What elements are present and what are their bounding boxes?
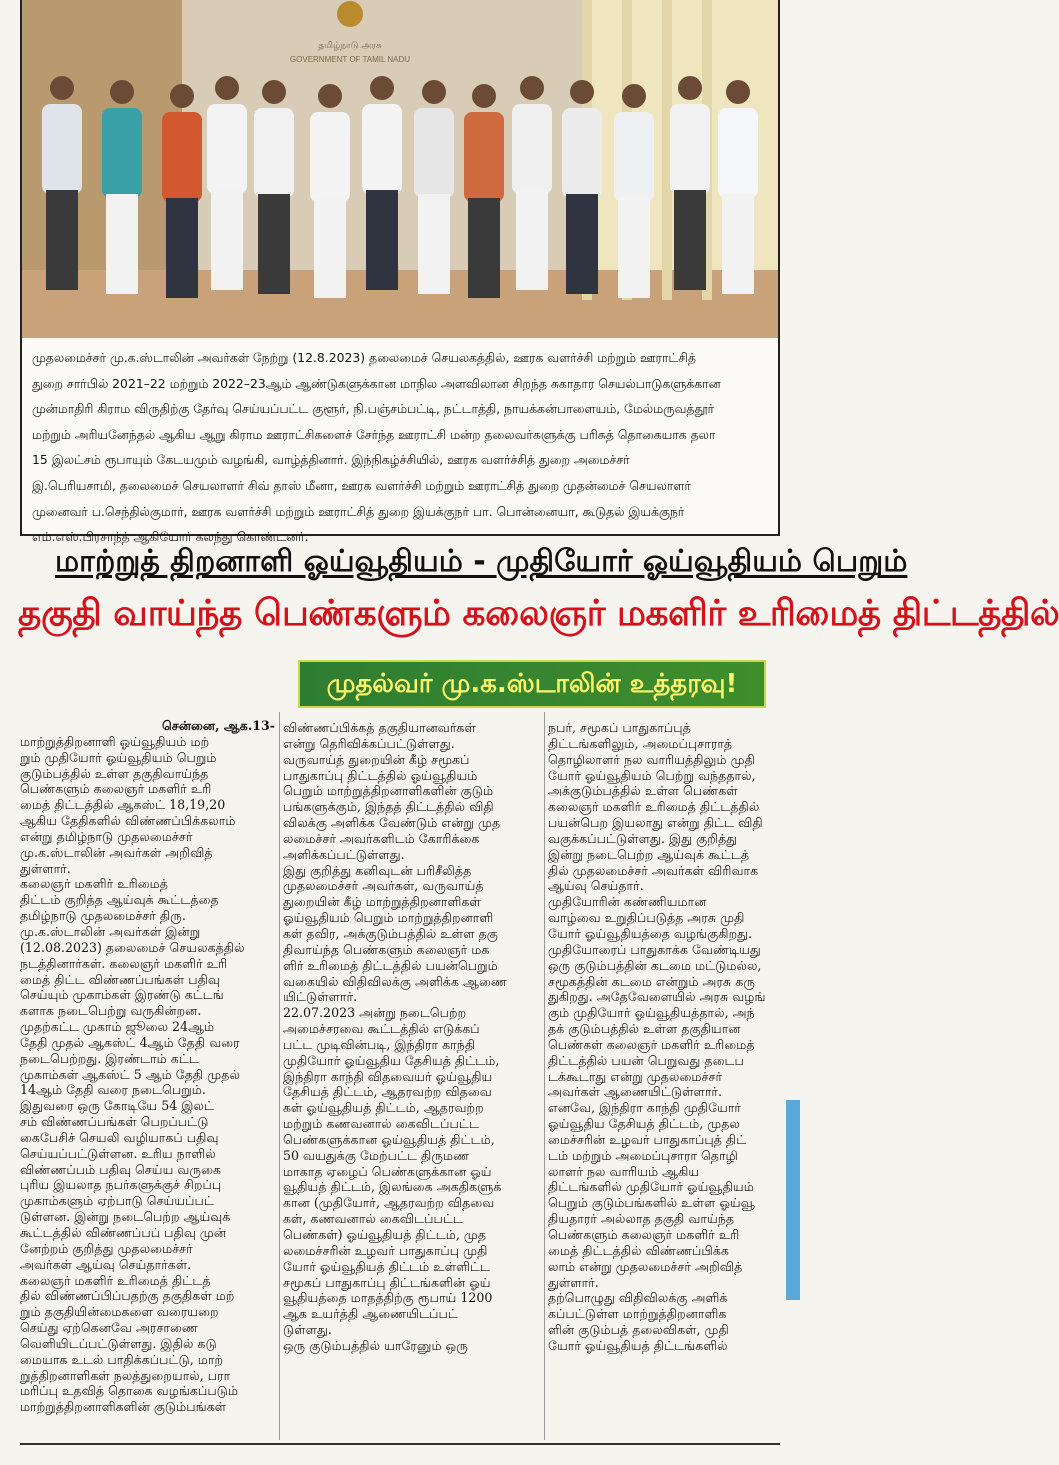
- person-body: [254, 108, 294, 198]
- person-head: [472, 84, 496, 108]
- person-head: [678, 76, 702, 100]
- article-line: டக்கூடாது என்று முதலமைச்சர்: [548, 1068, 723, 1084]
- article-line: சமூகத்தின் கடமை என்றும் அரசு கரு: [548, 973, 755, 989]
- article-line: 22.07.2023 அன்று நடைபெற்ற: [283, 1005, 467, 1021]
- article-line: யோர் ஓய்வூதியத் திட்டம் உள்ளிட்ட: [283, 1258, 491, 1274]
- article-line: தியதாரர் அல்லாத தகுதி வாய்ந்த: [548, 1211, 735, 1227]
- person-body: [562, 108, 602, 198]
- article-line: பெண்களுக்கான ஓய்வூதியத் திட்டம்,: [283, 1131, 495, 1147]
- photo-banner-tamil: தமிழ்நாடு அரசு: [318, 40, 382, 50]
- article-line: துள்ளார்.: [548, 1274, 599, 1290]
- person-head: [215, 76, 239, 100]
- person-legs: [166, 198, 198, 298]
- person-legs: [722, 194, 754, 294]
- article-line: முதியோரின் கண்ணியமான: [548, 894, 707, 910]
- photo-caption: [20, 338, 780, 545]
- article-line: ஒரு குடும்பத்தின் கடமை மட்டுமல்ல,: [548, 957, 762, 973]
- article-line: மு.க.ஸ்டாலின் அவர்கள் அறிவித்: [20, 844, 213, 860]
- article-line: மாற்றுத்திறனாளிகளின் குடும்பங்கள்: [20, 1399, 227, 1415]
- article-line: திவாய்ந்த பெண்களும் கலைஞர் மக: [283, 941, 490, 957]
- article-line: அளிக்கப்பட்டுள்ளது.: [283, 846, 405, 862]
- person-legs: [258, 194, 290, 294]
- article-line: செய்யும் முகாம்கள் இரண்டு கட்டங்: [20, 987, 224, 1003]
- person-head: [318, 84, 342, 108]
- article-line: தொழிலாளர் நல வாரியத்திலும் முதி: [548, 751, 755, 767]
- highlight-banner: முதல்வர் மு.க.ஸ்டாலின் உத்தரவு!: [298, 660, 766, 708]
- article-line: பெண்களும் கலைஞர் மகளிர் உரி: [20, 781, 212, 797]
- person-body: [512, 104, 552, 194]
- caption-line: முதலமைச்சர் மு.க.ஸ்டாலின் அவர்கள் நேற்று (12.8.2023) தலைமைச் செயலகத்தில், ஊரக வளர்ச்சி மற்றும் ஊராட்சித்: [32, 350, 696, 365]
- article-line: லாம் என்று முதலமைச்சர் அறிவித்: [548, 1258, 743, 1274]
- article-line: கள், கணவனால் கைவிடப்பட்ட: [283, 1211, 463, 1227]
- article-line: மைச்சரின் உழவர் பாதுகாப்புத் திட்: [548, 1131, 747, 1147]
- person-body: [670, 104, 710, 194]
- article-line: முகாம்களும் ஏற்பாடு செய்யப்பட்: [20, 1193, 214, 1209]
- article-line: கலைஞர் மகளிர் உரிமைத் திட்டத்தில்: [548, 799, 760, 815]
- person-head: [262, 80, 286, 104]
- emblem-icon: [337, 1, 363, 27]
- article-column-3: [548, 720, 776, 1354]
- article-line: இது குறித்து கனிவுடன் பரிசீலித்த: [283, 862, 472, 878]
- article-line: பெண்களும் கலைஞர் மகளிர் உரி: [548, 1227, 740, 1242]
- article-line: கலைஞர் மகளிர் உரிமைத் திட்டத்: [20, 1272, 211, 1288]
- article-line: டம் மற்றும் அமைப்புசாரா தொழி: [548, 1147, 738, 1163]
- article-line: ஓய்வூதிய தேசியத் திட்டம், முதல: [548, 1116, 740, 1132]
- article-line: கும் முதியோர் ஓய்வூதியத்தால், அந்: [548, 1005, 755, 1021]
- article-line: முதற்கட்ட முகாம் ஜூலை 24ஆம்: [20, 1019, 215, 1035]
- article-line: முதலமைச்சர் அவர்கள், வருவாய்த்: [283, 878, 484, 894]
- group-photo-illustration: [22, 0, 778, 338]
- article-line: மாகாத ஏழைப் பெண்களுக்கான ஓய்: [283, 1163, 492, 1179]
- news-photo: [20, 0, 780, 338]
- headline-main: தகுதி வாய்ந்த பெண்களும் கலைஞர் மகளிர் உரிமைத் திட்டத்தில்: [18, 593, 1059, 634]
- person-legs: [566, 194, 598, 294]
- article-line: இதுவரை ஒரு கோடியே 54 இலட்: [20, 1098, 214, 1114]
- person-body: [614, 112, 654, 202]
- article-line: றும் முதியோர் ஓய்வூதியம் பெறும்: [20, 749, 217, 765]
- article-line: லமைச்சரின் உழவர் பாதுகாப்பு முதி: [283, 1242, 488, 1258]
- article-line: ஒரு குடும்பத்தில் யாரேனும் ஒரு: [283, 1337, 468, 1353]
- article-line: சமூகப் பாதுகாப்பு திட்டங்களின் ஓய்: [283, 1274, 491, 1290]
- article-line: அக்குடும்பத்தில் உள்ள பெண்கள்: [548, 783, 738, 799]
- article-line: பெண்கள்) ஓய்வூதியத் திட்டம், முத: [283, 1227, 487, 1242]
- article-line: வெளியிடப்பட்டுள்ளது. இதில் கடு: [20, 1335, 217, 1351]
- person-head: [520, 76, 544, 100]
- caption-line: 15 இலட்சம் ரூபாயும் கேடயமும் வழங்கி, வாழ்த்தினார். இந்நிகழ்ச்சியில், ஊரக வளர்ச்சித் துறை அமைச்சர்: [32, 452, 630, 468]
- person-legs: [314, 198, 346, 298]
- article-line: (12.08.2023) தலைமைச் செயலகத்தில்: [20, 939, 245, 955]
- article-line: லமைச்சர் அவர்களிடம் கோரிக்கை: [283, 830, 480, 846]
- article-line: ளிர் உரிமைத் திட்டத்தில் பயன்பெறும்: [283, 957, 498, 973]
- article-line: அமைச்சரவை கூட்டத்தில் எடுக்கப்: [283, 1021, 480, 1037]
- article-line: திட்டம் குறித்த ஆய்வுக் கூட்டத்தை: [20, 892, 219, 908]
- article-column-1: [20, 718, 275, 1415]
- article-line: பாதுகாப்பு திட்டத்தில் ஓய்வூதியம்: [283, 767, 478, 783]
- article-line: ஆய்வு செய்தார்.: [548, 878, 644, 894]
- article-line: னேற்றம் குறித்து முதலமைச்சர்: [20, 1240, 193, 1256]
- person-head: [110, 80, 134, 104]
- caption-line: மற்றும் அரியனேந்தல் ஆகிய ஆறு கிராம ஊராட்சிகளைச் சேர்ந்த ஊராட்சி மன்ற தலைவர்களுக்கு பரிசுத் தொகையாக தலா: [32, 426, 716, 442]
- article-line: வூதியத் திட்டம், இலங்கை அகதிகளுக்: [283, 1179, 502, 1195]
- person-legs: [516, 190, 548, 290]
- article-line: மைத் திட்ட விண்ணப்பங்கள் பதிவு: [20, 971, 220, 987]
- article-line: கள் ஓய்வூதியத் திட்டம், ஆதரவற்ற: [283, 1100, 484, 1116]
- article-line: வூதியத்தை மாதத்திற்கு ரூபாய் 1200: [283, 1290, 493, 1306]
- article-line: புரிய இயலாத நபர்களுக்குச் சிறப்பு: [20, 1177, 222, 1193]
- article-line: யோர் ஓய்வூதியம் பெற்று வந்ததால்,: [548, 767, 756, 783]
- article-line: நடைபெற்றது. இரண்டாம் கட்ட: [20, 1050, 199, 1066]
- article-line: துள்ளார்.: [20, 860, 71, 876]
- article-line: மு.க.ஸ்டாலின் அவர்கள் இன்று: [20, 923, 201, 939]
- article-line: நடத்தினார்கள். கலைஞர் மகளிர் உரி: [20, 955, 228, 971]
- person-body: [310, 112, 350, 202]
- article-line: பட்ட முடிவின்படி, இந்திரா காந்தி: [283, 1036, 476, 1052]
- article-line: முதியோர் ஓய்வூதிய தேசியத் திட்டம்,: [283, 1052, 500, 1068]
- person-legs: [468, 198, 500, 298]
- person-body: [42, 104, 82, 194]
- article-line: விண்ணப்பம் பதிவு செய்ய வருகை: [20, 1161, 222, 1177]
- article-line: இந்திரா காந்தி விதவையர் ஓய்வூதிய: [283, 1068, 493, 1084]
- article-line: பயன்பெற இயலாது என்று திட்ட விதி: [548, 815, 763, 831]
- person-legs: [211, 190, 243, 290]
- article-line: கள் தவிர, அக்குடும்பத்தில் உள்ள தகு: [283, 925, 498, 941]
- article-line: டுள்ளது.: [283, 1322, 332, 1338]
- article-line: கைபேசிச் செயலி வழியாகப் பதிவு: [20, 1129, 219, 1145]
- article-column-2: [283, 720, 541, 1354]
- article-line: யோர் ஓய்வூதியத்தை வழங்குகிறது.: [548, 925, 753, 941]
- article-line: பெண்கள் கலைஞர் மகளிர் உரிமைத்: [548, 1036, 755, 1052]
- article-line: கான (முதியோர், ஆதரவற்ற விதவை: [283, 1195, 495, 1211]
- dateline: சென்னை, ஆக.13-: [161, 718, 275, 733]
- article-line: அவர்கள் ஆய்வு செய்தார்கள்.: [20, 1256, 192, 1272]
- person-legs: [366, 190, 398, 290]
- person-body: [464, 112, 504, 202]
- person-body: [207, 104, 247, 194]
- caption-line: முனைவர் ப.செந்தில்குமார், ஊரக வளர்ச்சி மற்றும் ஊராட்சித் துறை இயக்குநர் பா. பொன்னையா, கூடுதல் இயக்குநர்: [32, 503, 685, 519]
- caption-line: முன்மாதிரி கிராம விருதிற்கு தேர்வு செய்யப்பட்ட குளூர், நி.பஞ்சம்பட்டி, நட்டாத்தி, நாயக்கன்பாளையம், மேல்மருவத்தூர்: [32, 401, 715, 417]
- person-head: [726, 80, 750, 104]
- caption-line: இ.பெரியசாமி, தலைமைச் செயலாளர் சிவ் தாஸ் மீனா, ஊரக வளர்ச்சி மற்றும் ஊராட்சித் துறை முதன்மைச் செயலாளர்: [32, 477, 691, 493]
- article-line: கப்பட்டுள்ள மாற்றுத்திறனாளிக: [548, 1306, 727, 1322]
- article-line: திட்டத்தில் பயன் பெறுவது தடைப: [548, 1052, 744, 1068]
- person-body: [718, 108, 758, 198]
- article-line: 14ஆம் தேதி வரை நடைபெறும்.: [20, 1082, 206, 1098]
- article-line: பெறும் குடும்பங்களில் உள்ள ஓய்வூ: [548, 1195, 755, 1211]
- article-line: ஆகிய தேதிகளில் விண்ணப்பிக்கலாம்: [20, 813, 236, 829]
- article-line: செய்து ஏற்கெனவே அரசாணை: [20, 1320, 198, 1336]
- article-line: திட்டங்களிலும், அமைப்புசாராத்: [548, 735, 733, 751]
- article-line: வாழ்வை உறுதிப்படுத்த அரசு முதி: [548, 910, 745, 926]
- person-legs: [106, 194, 138, 294]
- article-line: விலக்கு அளிக்க வேண்டும் என்று முத: [283, 815, 501, 831]
- person-legs: [46, 190, 78, 290]
- article-line: பங்களுக்கும், இந்தத் திட்டத்தில் விதி: [283, 799, 494, 815]
- person-legs: [674, 190, 706, 290]
- article-line: ளின் குடும்பத் தலைவிகள், முதி: [548, 1322, 729, 1338]
- caption-line: துறை சார்பில் 2021–22 மற்றும் 2022–23ஆம் ஆண்டுகளுக்கான மாநில அளவிலான சிறந்த சுகாதார செயல்பாடுகளுக்கான: [32, 375, 721, 391]
- article-line: டுள்ளன. இன்று நடைபெற்ற ஆய்வுக்: [20, 1209, 231, 1225]
- article-line: 50 வயதுக்கு மேற்பட்ட திருமண: [283, 1147, 470, 1163]
- article-line: என்று தெரிவிக்கப்பட்டுள்ளது.: [283, 735, 455, 751]
- column-divider: [279, 712, 280, 1440]
- photo-banner-english: GOVERNMENT OF TAMIL NADU: [289, 55, 411, 64]
- article-line: வருவாய்த் துறையின் கீழ் சமூகப்: [283, 751, 470, 767]
- article-line: தமிழ்நாடு முதலமைச்சர் திரு.: [20, 908, 186, 924]
- article-line: அவர்கள் ஆணையிட்டுள்ளார்.: [548, 1084, 723, 1100]
- article-line: கூட்டத்தில் விண்ணப்பப் பதிவு முன்: [20, 1225, 227, 1240]
- article-line: யோர் ஓய்வூதியத் திட்டங்களில்: [548, 1337, 728, 1353]
- column-divider: [544, 712, 545, 1440]
- person-head: [422, 80, 446, 104]
- article-line: இன்று நடைபெற்ற ஆய்வுக் கூட்டத்: [548, 846, 750, 862]
- article-line: ஆக உயர்த்தி ஆணையிடப்பட்: [283, 1306, 458, 1322]
- article-line: தில் முதலமைச்சர் அவர்கள் விரிவாக: [548, 862, 759, 878]
- article-line: தேதி முதல் ஆகஸ்ட் 4ஆம் தேதி வரை: [20, 1034, 240, 1050]
- article-line: ஓய்வூதியம் பெறும் மாற்றுத்திறனாளி: [283, 910, 494, 926]
- article-line: களாக நடைபெற்று வருகின்றன.: [20, 1003, 202, 1019]
- person-legs: [618, 198, 650, 298]
- article-line: லாளர் நல வாரியம் ஆகிய: [548, 1163, 700, 1179]
- bottom-divider: [20, 1443, 780, 1445]
- article-line: றுத்திறனாளிகள் நலத்துறையால், பரா: [20, 1367, 231, 1383]
- article-line: முதியோரைப் பாதுகாக்க வேண்டியது: [548, 941, 761, 957]
- article-line: துகிறது. அதேவேளையில் அரசு வழங்: [548, 989, 766, 1005]
- article-line: பெறும் மாற்றுத்திறனாளிகளின் குடும்: [283, 783, 494, 799]
- article-line: குடும்பத்தில் உள்ள தகுதிவாய்ந்த: [20, 765, 209, 781]
- article-line: துறையின் கீழ் மாற்றுத்திறனாளிகள்: [283, 894, 481, 910]
- person-body: [102, 108, 142, 198]
- article-line: நபர், சமூகப் பாதுகாப்புத்: [548, 720, 691, 735]
- article-line: என்று தமிழ்நாடு முதலமைச்சர்: [20, 828, 193, 844]
- headline-top: மாற்றுத் திறனாளி ஓய்வூதியம் - முதியோர் ஓய்வூதியம் பெறும்: [55, 544, 908, 579]
- article-line: விண்ணப்பிக்கத் தகுதியானவர்கள்: [283, 720, 476, 735]
- article-line: முகாம்கள் ஆகஸ்ட் 5 ஆம் தேதி முதல்: [20, 1066, 240, 1082]
- article-line: மைத் திட்டத்தில் விண்ணப்பிக்க: [548, 1242, 729, 1258]
- person-head: [570, 80, 594, 104]
- article-line: மற்றும் கணவனால் கைவிடப்பட்ட: [283, 1116, 479, 1132]
- article-line: மரிப்பு உதவித் தொகை வழங்கப்படும்: [20, 1383, 239, 1399]
- person-body: [162, 112, 202, 202]
- person-head: [370, 76, 394, 100]
- article-line: மையாக உடல் பாதிக்கப்பட்டு, மாற்: [20, 1351, 224, 1367]
- article-line: தில் விண்ணப்பிப்பதற்கு தகுதிகள் மற்: [20, 1288, 235, 1304]
- person-body: [362, 104, 402, 194]
- article-line: யிட்டுள்ளார்.: [283, 989, 358, 1005]
- person-body: [414, 108, 454, 198]
- article-line: கலைஞர் மகளிர் உரிமைத்: [20, 876, 168, 892]
- person-head: [170, 84, 194, 108]
- article-line: எனவே, இந்திரா காந்தி முதியோர்: [548, 1100, 742, 1116]
- article-line: தற்பொழுது விதிவிலக்கு அளிக்: [548, 1290, 728, 1306]
- article-line: வகுக்கப்பட்டுள்ளது. இது குறித்து: [548, 830, 738, 846]
- article-line: றும் தகுதியின்மைகளை வரையறை: [20, 1304, 219, 1320]
- article-line: சம் விண்ணப்பங்கள் பெறப்பட்டு: [20, 1114, 209, 1130]
- caption-line: எம்.எஸ்.பிரசாந்த் ஆகியோர் கலந்து கொண்டனர்.: [32, 529, 309, 545]
- article-line: தேசியத் திட்டம், ஆதரவற்ற விதவை: [283, 1084, 492, 1100]
- person-legs: [418, 194, 450, 294]
- article-line: திட்டங்களில் முதியோர் ஓய்வூதியம்: [548, 1179, 754, 1195]
- person-head: [622, 84, 646, 108]
- article-line: செய்யப்பட்டுள்ளன. உரிய நாளில்: [20, 1145, 216, 1161]
- side-ad-strip: [786, 1100, 800, 1300]
- article-line: வகையில் விதிவிலக்கு அளிக்க ஆணை: [283, 973, 507, 989]
- person-head: [50, 76, 74, 100]
- article-line: மைத் திட்டத்தில் ஆகஸ்ட் 18,19,20: [20, 797, 226, 813]
- article-line: மாற்றுத்திறனாளி ஓய்வூதியம் மற்: [20, 733, 210, 749]
- article-line: தக் குடும்பத்தில் உள்ள தகுதியான: [548, 1021, 741, 1037]
